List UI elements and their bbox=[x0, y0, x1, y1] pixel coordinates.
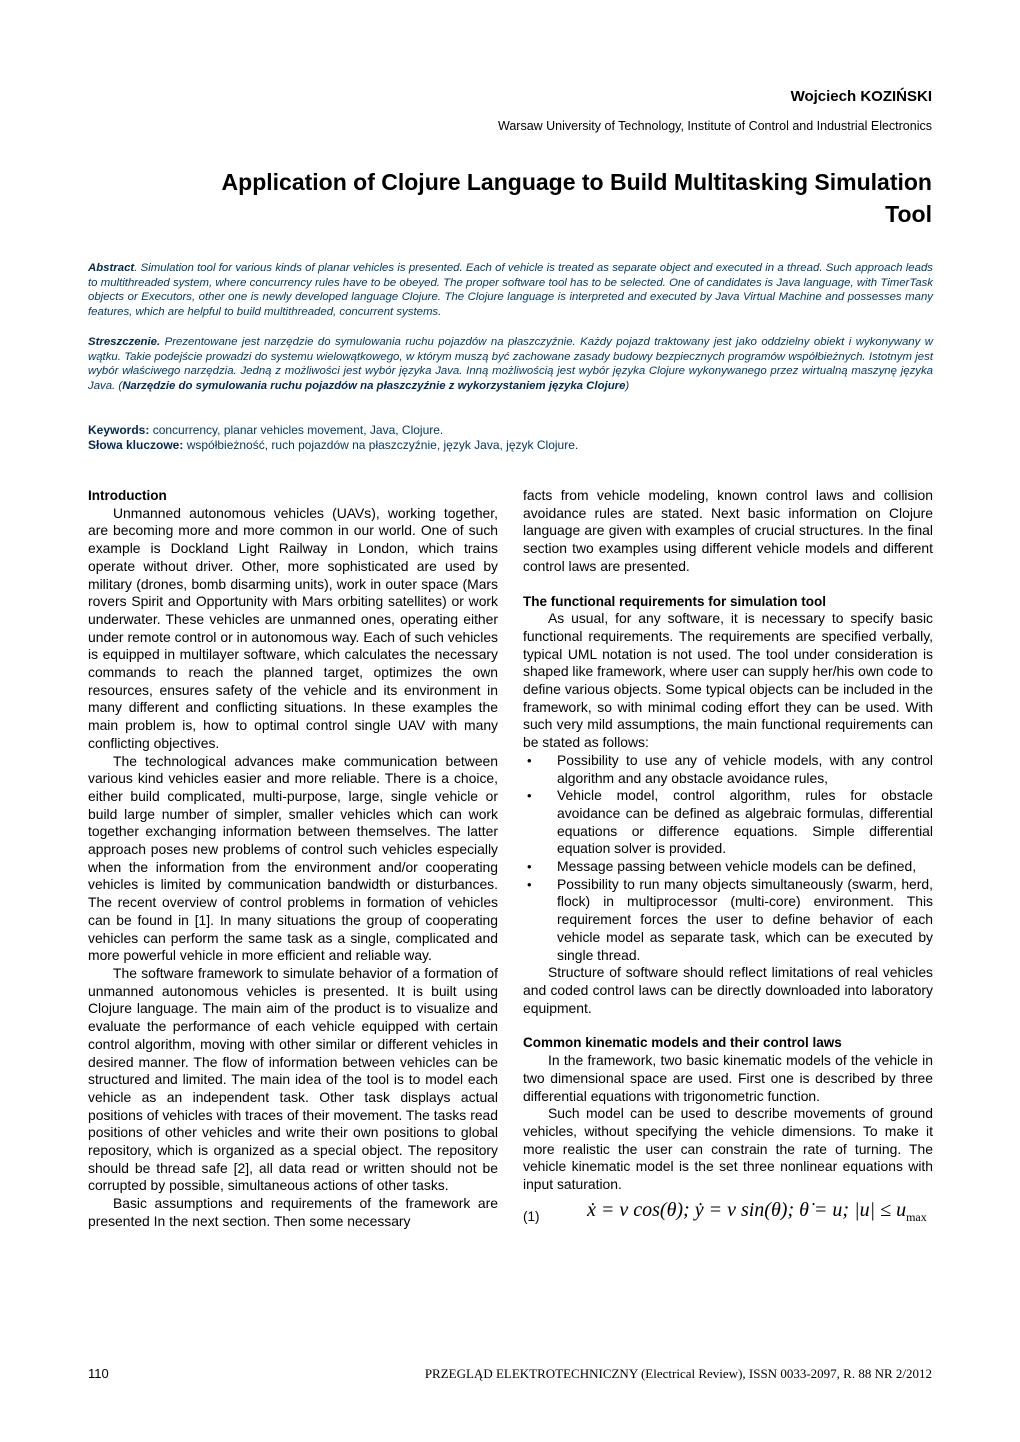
bullet-icon: • bbox=[527, 752, 532, 768]
streszczenie-label: Streszczenie. bbox=[88, 336, 161, 348]
keywords-label: Keywords: bbox=[88, 423, 150, 437]
equation-1 bbox=[523, 1198, 933, 1238]
list-item: • Possibility to run many objects simultaneously (swarm, herd, flock) in multiprocessor (multi-core) environment. This requirement forces the user to define behavior of each vehicle model as separate task, which can be executed by single thread. bbox=[527, 875, 933, 963]
keywords-english bbox=[88, 423, 933, 438]
list-item: • Vehicle model, control algorithm, rules for obstacle avoidance can be defined as algebraic formulas, differential equations or difference equations. Simple differential equation solver is provided. bbox=[527, 787, 933, 857]
section-heading-introduction: Introduction bbox=[88, 488, 167, 503]
streszczenie-close: ) bbox=[625, 379, 630, 392]
author-name: Wojciech KOZIŃSKI bbox=[790, 88, 932, 105]
right-column bbox=[523, 487, 933, 1238]
streszczenie-text: Prezentowane jest narzędzie do symulowania ruchu pojazdów na płaszczyźnie. Każdy pojazd traktowany jest jako oddzielny obiekt i wykonywany w wątku. Takie podejście prowadzi do systemu wielowątkowego, w którym muszą być zachowane zasady budowy bezpiecznych programów współbieżnych. Istotnym jest wybór właściwego narzędzia. Jedną z możliwości jest wybór języka Java. Inną możliwością jest wybór języka Clojure wykonywanego przez wirtualną maszynę języka Java. ( bbox=[88, 336, 933, 392]
bullet-icon: • bbox=[527, 876, 532, 892]
keywords-polish bbox=[88, 438, 933, 453]
author-affiliation: Warsaw University of Technology, Institute of Control and Industrial Electronics bbox=[498, 119, 932, 133]
paragraph: Unmanned autonomous vehicles (UAVs), working together, are becoming more and more common in our world. One of such example is Dockland Light Railway in London, which trains operate without driver. Other, more sophisticated are used by military (drones, bomb disarming units), work in outer space (Mars rovers Spirit and Opportunity with Mars orbiting satellites) or work underwater. These vehicles are unmanned ones, operating either under remote control or in autonomous way. Each of such vehicles is equipped in multilayer software, which calculates the necessary commands to reach the planned target, optimizes the own resources, ensures safety of the vehicle and its environment in many different and conflicting situations. In these examples the main problem is, how to optimal control single UAV with many conflicting objectives. bbox=[88, 504, 498, 751]
slowa-kluczowe-text: współbieżność, ruch pojazdów na płaszczyźnie, język Java, język Clojure. bbox=[183, 438, 579, 452]
paragraph: The technological advances make communication between various kind vehicles easier and more reliable. There is a choice, either build complicated, multi-purpose, large, single vehicle or build large number of simpler, smaller vehicles which can work together exchanging information between themselves. The latter approach poses new problems of control such vehicles especially when the information from the environment and/or cooperating vehicles is limited by communication bandwidth or disturbances. The recent overview of control problems in formation of vehicles can be found in [1]. In many situations the group of cooperating vehicles can perform the same task as a single, complicated and more powerful vehicle in more efficient and reliable way. bbox=[88, 752, 498, 964]
page-number: 110 bbox=[88, 1366, 109, 1381]
section-heading-functional-requirements: The functional requirements for simulation tool bbox=[523, 593, 827, 609]
requirements-list bbox=[523, 752, 933, 964]
paragraph: Basic assumptions and requirements of the framework are presented In the next section. Then some necessary bbox=[88, 1195, 498, 1229]
list-item: • Possibility to use any of vehicle models, with any control algorithm and any obstacle avoidance rules, bbox=[527, 751, 933, 786]
paragraph: The software framework to simulate behavior of a formation of unmanned autonomous vehicles is presented. It is built using Clojure language. The main aim of the product is to visualize and evaluate the performance of each vehicle equipped with certain control algorithm, moving with other similar or different vehicles in desired manner. The flow of information between vehicles can be structured and limited. The main idea of the tool is to model each vehicle as an independent task. Other task displays actual positions of vehicles with traces of their movement. The tasks read positions of other vehicles and write their own positions to global repository, which is organized as a special object. The repository should be thread safe [2], all data read or written should not be corrupted by possible, simultaneous actions of other tasks. bbox=[88, 964, 498, 1194]
abstract-polish bbox=[88, 335, 933, 393]
equation-number: (1) bbox=[523, 1208, 540, 1224]
bullet-icon: • bbox=[527, 859, 532, 875]
streszczenie-title-pl: Narzędzie do symulowania ruchu pojazdów na płaszczyźnie z wykorzystaniem języka Clojure bbox=[122, 379, 626, 392]
left-column bbox=[88, 487, 498, 1231]
paragraph: Structure of software should reflect limitations of real vehicles and coded control laws can be directly downloaded into laboratory equipment. bbox=[523, 964, 933, 1016]
abstract-text: . Simulation tool for various kinds of planar vehicles is presented. Each of vehicle is treated as separate object and executed in a thread. Such approach leads to multithreaded system, where concurrency rules have to be obeyed. The proper software tool has to be selected. One of candidates is Java language, with TimerTask objects or Executors, other one is newly developed language Clojure. The Clojure language is interpreted and executed by Java Virtual Machine and possesses many features, which are helpful to build multithreaded, concurrent systems. bbox=[88, 262, 933, 318]
abstract-english bbox=[88, 261, 933, 319]
slowa-kluczowe-label: Słowa kluczowe: bbox=[88, 438, 184, 452]
bullet-icon: • bbox=[527, 788, 532, 804]
paragraph: In the framework, two basic kinematic models of the vehicle in two dimensional space are used. First one is described by three differential equations with trigonometric function. bbox=[523, 1052, 933, 1104]
paper-title: Application of Clojure Language to Build Multitasking Simulation Tool bbox=[221, 169, 932, 227]
equation-formula: ẋ = v cos(θ); ẏ = v sin(θ); θ̇ = u; $|u| \le u_{max}$ bbox=[587, 1198, 927, 1224]
journal-footer: PRZEGLĄD ELEKTROTECHNICZNY (Electrical Review), ISSN 0033-2097, R. 88 NR 2/2012 bbox=[424, 1366, 932, 1381]
keywords-block bbox=[88, 423, 933, 453]
abstract-label: Abstract bbox=[88, 262, 135, 274]
paragraph: facts from vehicle modeling, known control laws and collision avoidance rules are stated. Next basic information on Clojure language are given with examples of crucial structures. In the final section two examples using different vehicle models and different control laws are presented. bbox=[523, 487, 933, 574]
list-item: • Message passing between vehicle models can be defined, bbox=[527, 858, 917, 875]
keywords-text: concurrency, planar vehicles movement, Java, Clojure. bbox=[149, 423, 444, 437]
paragraph: Such model can be used to describe movements of ground vehicles, without specifying the vehicle dimensions. To make it more realistic the user can constrain the rate of turning. The vehicle kinematic model is the set three nonlinear equations with input saturation. bbox=[523, 1105, 933, 1193]
paragraph: As usual, for any software, it is necessary to specify basic functional requirements. The requirements are specified verbally, typical UML notation is not used. The tool under consideration is shaped like framework, where user can supply her/his own code to define various objects. Some typical objects can be included in the framework, so with minimal coding effort they can be used. With such very mild assumptions, the main functional requirements can be stated as follows: bbox=[523, 610, 933, 751]
section-heading-kinematic-models: Common kinematic models and their control laws bbox=[523, 1035, 842, 1051]
